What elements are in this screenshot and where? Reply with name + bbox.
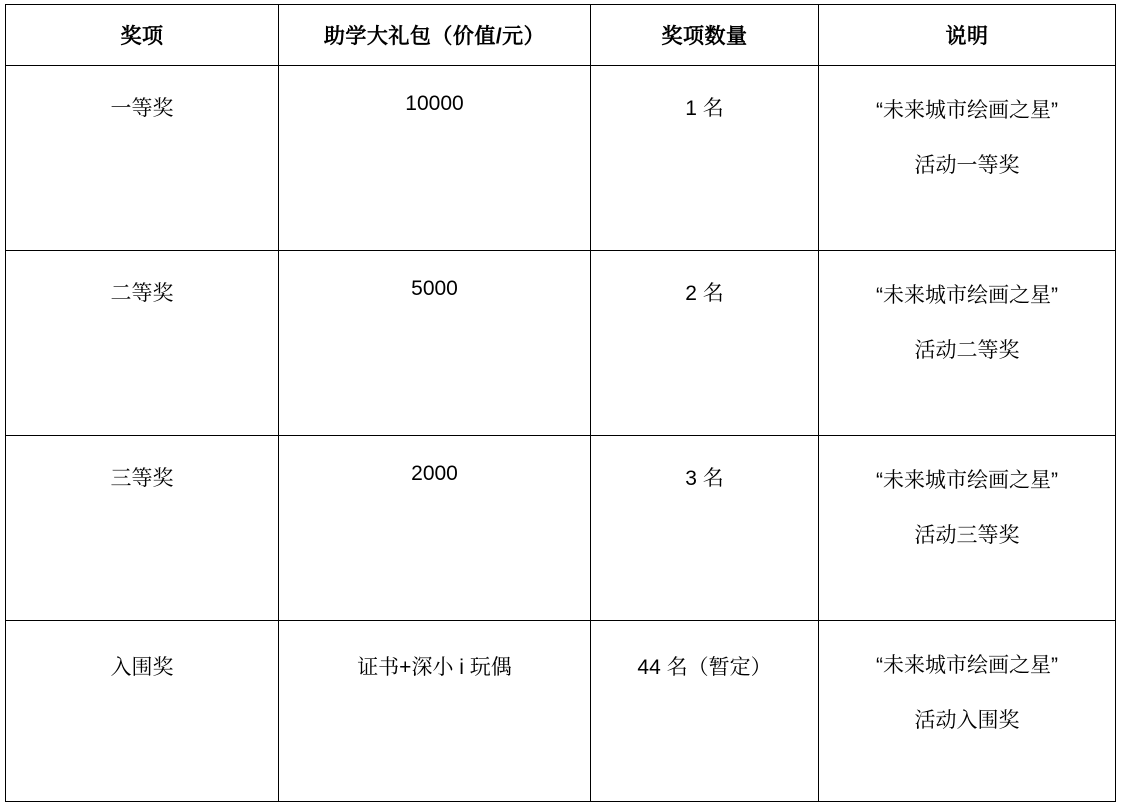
package-value: 10000 bbox=[405, 92, 464, 115]
description-line-2: 活动一等奖 bbox=[914, 153, 1020, 177]
column-header-quantity: 奖项数量 bbox=[591, 5, 819, 66]
description-line-2: 活动三等奖 bbox=[914, 523, 1020, 547]
description-block bbox=[819, 84, 1115, 193]
description-line-2: 活动入围奖 bbox=[914, 708, 1020, 732]
table-row bbox=[6, 621, 1116, 802]
cell-description bbox=[819, 621, 1116, 802]
quantity-value: 2 名 bbox=[685, 282, 724, 305]
prize-name: 入围奖 bbox=[110, 656, 174, 679]
cell-quantity bbox=[591, 251, 819, 436]
cell-prize bbox=[6, 66, 279, 251]
column-header-package-value: 助学大礼包（价值/元） bbox=[279, 5, 591, 66]
column-header-description: 说明 bbox=[819, 5, 1116, 66]
cell-prize bbox=[6, 621, 279, 802]
cell-prize bbox=[6, 436, 279, 621]
cell-quantity bbox=[591, 66, 819, 251]
package-value: 证书+深小 i 玩偶 bbox=[357, 656, 512, 679]
cell-description bbox=[819, 66, 1116, 251]
description-line-1: “未来城市绘画之星” bbox=[876, 654, 1058, 677]
cell-package-value bbox=[279, 436, 591, 621]
description-line-1: “未来城市绘画之星” bbox=[876, 99, 1058, 122]
cell-package-value bbox=[279, 251, 591, 436]
package-value: 2000 bbox=[411, 462, 458, 485]
cell-quantity bbox=[591, 436, 819, 621]
quantity-value: 3 名 bbox=[685, 467, 724, 490]
prize-name: 一等奖 bbox=[110, 97, 174, 120]
description-block bbox=[819, 454, 1115, 563]
cell-prize bbox=[6, 251, 279, 436]
table-header-row bbox=[6, 5, 1116, 66]
package-value: 5000 bbox=[411, 277, 458, 300]
table-row bbox=[6, 251, 1116, 436]
description-line-1: “未来城市绘画之星” bbox=[876, 469, 1058, 492]
quantity-value: 44 名（暂定） bbox=[637, 656, 772, 679]
cell-package-value bbox=[279, 621, 591, 802]
cell-description bbox=[819, 251, 1116, 436]
cell-package-value bbox=[279, 66, 591, 251]
prize-name: 二等奖 bbox=[110, 282, 174, 305]
quantity-value: 1 名 bbox=[685, 97, 724, 120]
description-line-2: 活动二等奖 bbox=[914, 338, 1020, 362]
table-row bbox=[6, 66, 1116, 251]
award-table bbox=[5, 4, 1116, 802]
prize-name: 三等奖 bbox=[110, 467, 174, 490]
description-block bbox=[819, 639, 1115, 748]
table-header bbox=[6, 5, 1116, 66]
description-line-1: “未来城市绘画之星” bbox=[876, 284, 1058, 307]
description-block bbox=[819, 269, 1115, 378]
column-header-prize: 奖项 bbox=[6, 5, 279, 66]
cell-description bbox=[819, 436, 1116, 621]
table-row bbox=[6, 436, 1116, 621]
cell-quantity bbox=[591, 621, 819, 802]
table-body bbox=[6, 66, 1116, 802]
document-page bbox=[0, 4, 1131, 732]
